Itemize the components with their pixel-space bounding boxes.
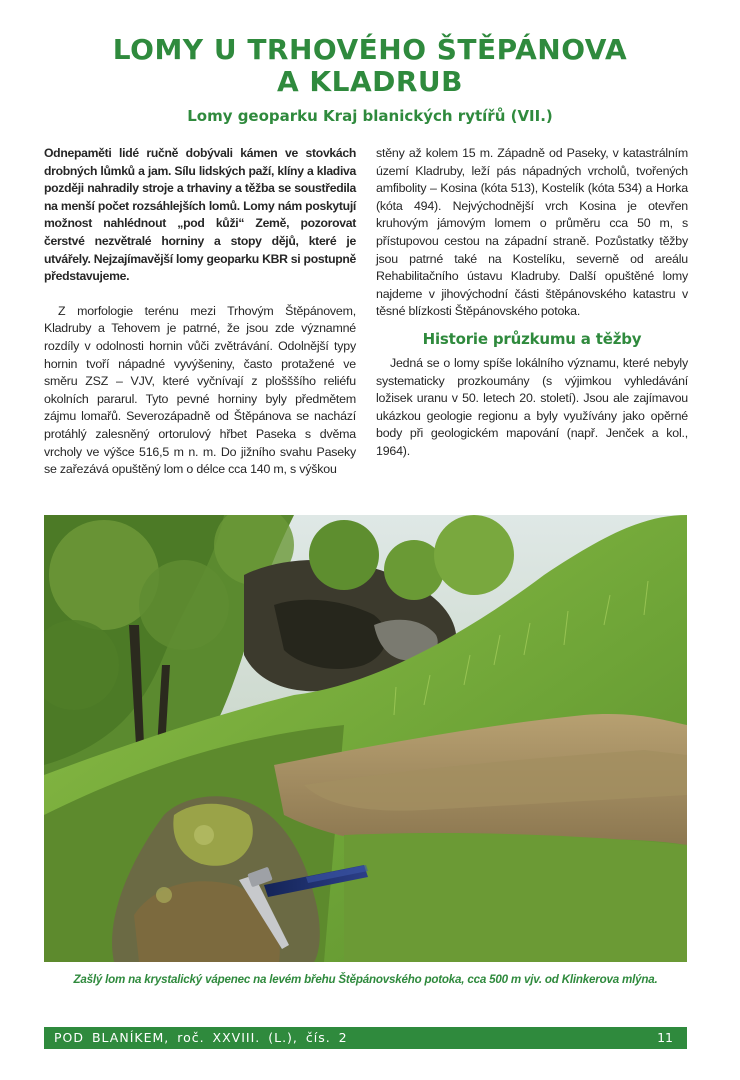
figure-caption: Zašlý lom na krystalický vápenec na levém břehu Štěpánovského potoka, cca 500 m vjv. od Klinkerova mlýna. — [73, 973, 658, 986]
text-column-right — [376, 145, 688, 461]
body-paragraph-1: Z morfologie terénu mezi Trhovým Štěpánovem, Kladruby a Tehovem je patrné, že jsou zde významné rozdíly v odolnosti hornin vůči zvětrávání. Odolnější typy hornin tvoří nápadné vyvýšeniny, často protažené ve směru ZSZ – VJV, které vyčnívají z plošššího reliéfu okolních pararul. Tyto pevné horniny byly předmětem zájmu lomařů. Severozápadně od Štěpánova se nachází protáhlý zalesněný ortorulový hřbet Paseka s dvěma vrcholy ve výšce 516,5 m n. m. Do jižního svahu Paseky se zařezává opuštěný lom o délce cca 140 m, s výškou — [44, 303, 356, 477]
article-title-line1: LOMY U TRHOVÉHO ŠTĚPÁNOVA — [112, 33, 628, 66]
body-paragraph-2: Jedná se o lomy spíše lokálního významu, které nebyly systematicky prozkoumány (s výjimkou vyhledávání ložisek uranu v 50. letech 20. století). Jsou ale zajímavou ukázkou geologie regionu a byly využívány jako opěrné body při geologickém mapování (např. Jenček a kol., 1964). — [376, 355, 688, 458]
article-title — [0, 34, 740, 98]
quarry-photo — [44, 515, 687, 962]
publication-info: POD BLANÍKEM, roč. XXVIII. (L.), čís. 2 — [54, 1030, 348, 1045]
text-column-left — [44, 145, 356, 479]
page-number: 11 — [657, 1030, 673, 1045]
footer-bar — [44, 1027, 687, 1049]
article-subtitle: Lomy geoparku Kraj blanických rytířů (VII.) — [187, 107, 553, 125]
section-heading: Historie průzkumu a těžby — [422, 329, 642, 348]
lead-paragraph: Odnepaměti lidé ručně dobývali kámen ve stovkách drobných lůmků a jam. Sílu lidských paží, klíny a kladiva později nahradily stroje a trhaviny a těžba se soustředila na menší počet rozsáhlejších lomů. Lomy nám poskytují možnost nahlédnout „pod kůži“ Země, pozorovat čerstvé nezvětralé horniny a stopy dějů, které je utvářely. Nejzajímavější lomy geoparku KBR si postupně představujeme. — [44, 146, 356, 284]
body-paragraph-1-continued: stěny až kolem 15 m. Západně od Paseky, v katastrálním území Kladruby, leží pás nápadných vrcholů, tvořených amfibolity – Kosina (kóta 513), Kostelík (kóta 534) a Horka (kóta 494). Nejvýchodnější vrch Kosina je otevřen kruhovým jámovým lomem o průměru cca 50 m, s přístupovou cestou na západní straně. Pozůstatky těžby jsou patrné také na Kostelíku, severně od areálu Rehabilitačního ústavu Kladruby. Další opuštěné lomy najdeme v jihovýchodní části štěpánovského katastru v těsné blízkosti Štěpánovského potoka. — [376, 146, 688, 319]
article-title-line2: A KLADRUB — [276, 65, 463, 98]
